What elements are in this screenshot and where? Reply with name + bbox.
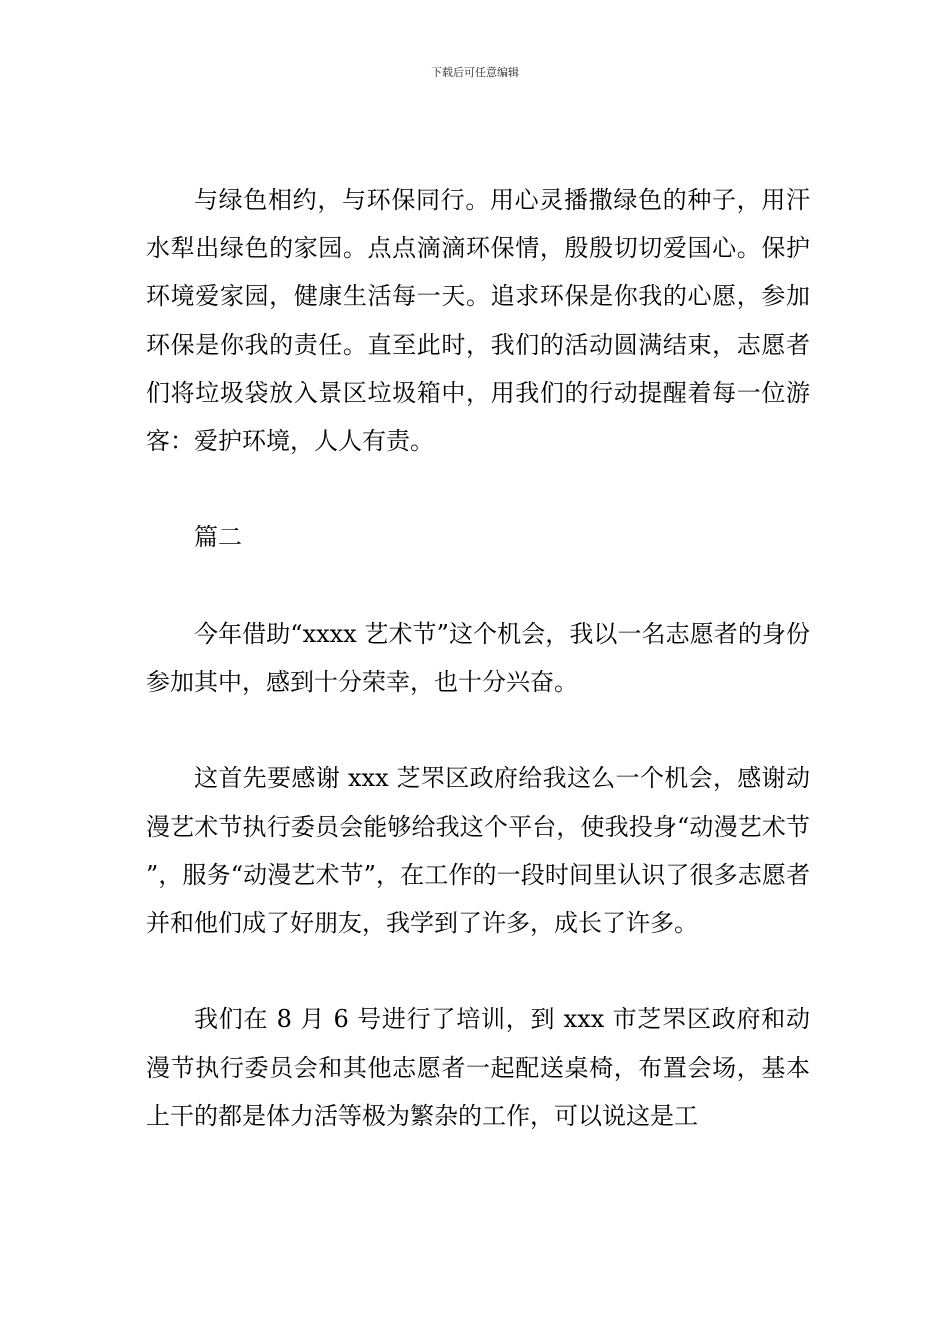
paragraph-training: 我们在 8 月 6 号进行了培训，到 xxx 市芝罘区政府和动漫节执行委员会和其他志愿者一起配送桌椅，布置会场，基本上干的都是体力活等极为繁杂的工作，可以说这是工	[146, 1005, 810, 1130]
page-header-note: 下载后可任意编辑	[431, 66, 519, 79]
document-body	[146, 176, 810, 1140]
section-heading-part-two: 篇二	[194, 523, 242, 552]
paragraph-art-festival-intro: 今年借助“xxxx 艺术节”这个机会，我以一名志愿者的身份参加其中，感到十分荣幸，也十分兴奋。	[146, 619, 810, 696]
paragraph-green-environment: 与绿色相约，与环保同行。用心灵播撒绿色的种子，用汗水犁出绿色的家园。点点滴滴环保情，殷殷切切爱国心。保护环境爱家园，健康生活每一天。追求环保是你我的心愿，参加环保是你我的责任。直至此时，我们的活动圆满结束，志愿者们将垃圾袋放入景区垃圾箱中，用我们的行动提醒着每一位游客：爱护环境，人人有责。	[146, 186, 810, 456]
paragraph-thanks: 这首先要感谢 xxx 芝罘区政府给我这么一个机会，感谢动漫艺术节执行委员会能够给我这个平台，使我投身“动漫艺术节”，服务“动漫艺术节”，在工作的一段时间里认识了很多志愿者并和他们成了好朋友，我学到了许多，成长了许多。	[146, 764, 810, 937]
